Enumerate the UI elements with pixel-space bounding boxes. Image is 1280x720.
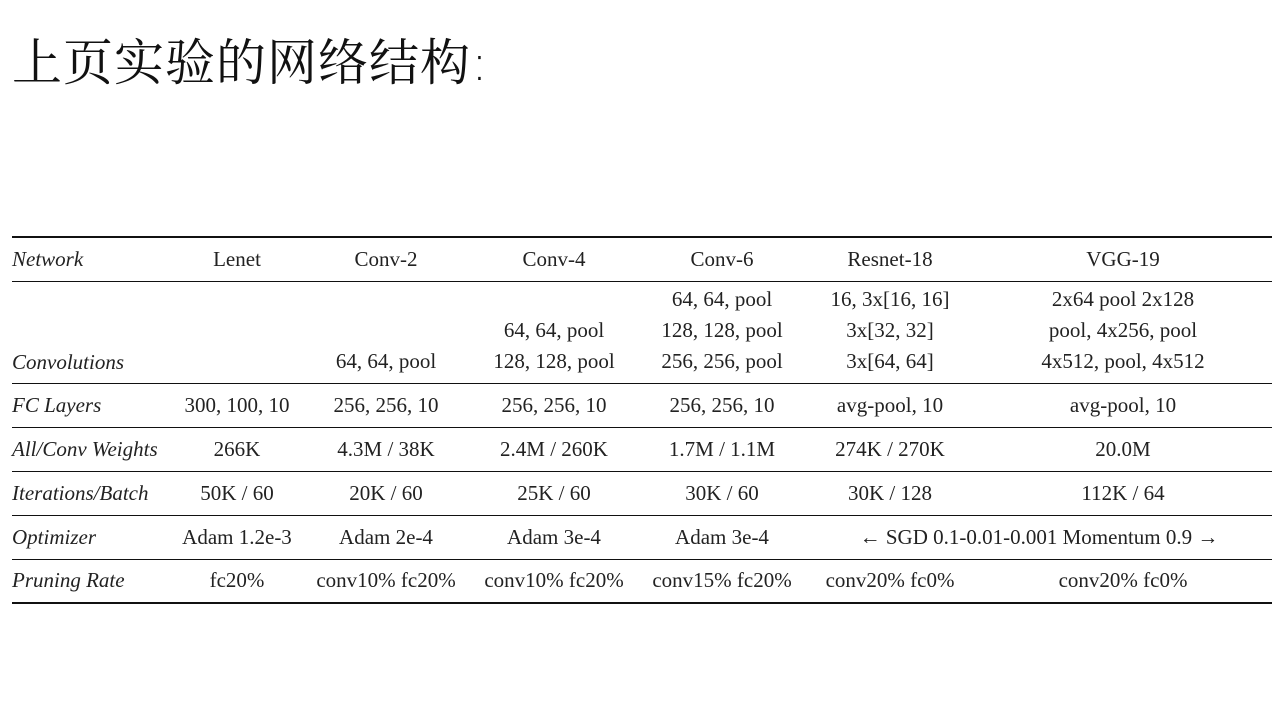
cell-line: pool, 4x256, pool [1048,317,1198,342]
table-cell: conv20% fc0% [825,568,955,593]
iterations-label: Iterations/Batch [12,480,149,505]
table-cell: fc20% [209,568,265,593]
cell-line: 64, 64, pool [335,348,437,373]
cell-line: 64, 64, pool [503,317,605,342]
header-resnet18: Resnet-18 [806,237,974,281]
conv-cell-vgg19 [974,281,1272,383]
table-cell: Adam 3e-4 [675,524,769,549]
cell-line: 3x[64, 64] [846,348,934,373]
table-cell: 112K / 64 [1081,480,1165,505]
table-cell: conv10% fc20% [484,568,624,593]
cell-line: 16, 3x[16, 16] [830,286,950,311]
cell-line: 3x[32, 32] [846,317,934,342]
cell-line: 128, 128, pool [661,317,783,342]
cell-line: 128, 128, pool [493,348,615,373]
table-cell: 2.4M / 260K [500,436,608,461]
table-cell: conv15% fc20% [652,568,792,593]
header-row [12,237,1272,281]
table-cell: 4.3M / 38K [337,436,435,461]
weights-label: All/Conv Weights [12,436,158,461]
convolutions-row [12,281,1272,383]
table-cell: 256, 256, 10 [501,392,607,417]
slide-title: 上页实验的网络结构: [12,34,489,92]
header-network: Network [12,237,172,281]
optimizer-label: Optimizer [12,524,96,549]
table-cell: Adam 3e-4 [507,524,601,549]
table-cell: 30K / 128 [848,480,932,505]
table-cell: Adam 1.2e-3 [182,524,292,549]
convolutions-label: Convolutions [12,349,125,374]
table-cell: Adam 2e-4 [339,524,433,549]
table-cell: 20K / 60 [349,480,423,505]
conv-cell-conv4 [470,281,638,383]
header-lenet: Lenet [172,237,302,281]
table-cell: 256, 256, 10 [333,392,439,417]
header-conv2: Conv-2 [302,237,470,281]
table-cell: avg-pool, 10 [836,392,944,417]
table-cell: avg-pool, 10 [1069,392,1177,417]
conv-cell-conv6 [638,281,806,383]
header-conv4: Conv-4 [470,237,638,281]
fc-layers-label: FC Layers [12,392,102,417]
optimizer-shared-cell: ← SGD 0.1-0.01-0.001 Momentum 0.9 → [859,524,1219,549]
header-conv6: Conv-6 [638,237,806,281]
cell-line: 4x512, pool, 4x512 [1041,348,1205,373]
table-cell: 266K [213,436,261,461]
table-cell: 30K / 60 [685,480,759,505]
table-cell: 300, 100, 10 [184,392,290,417]
fc-layers-row [12,383,1272,427]
conv-cell-lenet [172,281,302,383]
table-cell: 50K / 60 [200,480,274,505]
cell-line: 2x64 pool 2x128 [1051,286,1195,311]
pruning-label: Pruning Rate [12,568,125,593]
iterations-row [12,471,1272,515]
cell-line: 256, 256, pool [661,348,783,373]
cell-line: 64, 64, pool [671,286,773,311]
header-vgg19: VGG-19 [974,237,1272,281]
table-cell: conv20% fc0% [1058,568,1188,593]
table-cell: conv10% fc20% [316,568,456,593]
table-cell: 25K / 60 [517,480,591,505]
weights-row [12,427,1272,471]
table-cell: 1.7M / 1.1M [668,436,776,461]
pruning-row [12,559,1272,603]
optimizer-row [12,515,1272,559]
table-cell: 274K / 270K [835,436,945,461]
network-architecture-table-wrapper [12,236,1272,604]
table-cell: 20.0M [1095,436,1151,461]
conv-cell-conv2 [302,281,470,383]
network-architecture-table [12,236,1272,604]
conv-cell-resnet18 [806,281,974,383]
table-cell: 256, 256, 10 [669,392,775,417]
